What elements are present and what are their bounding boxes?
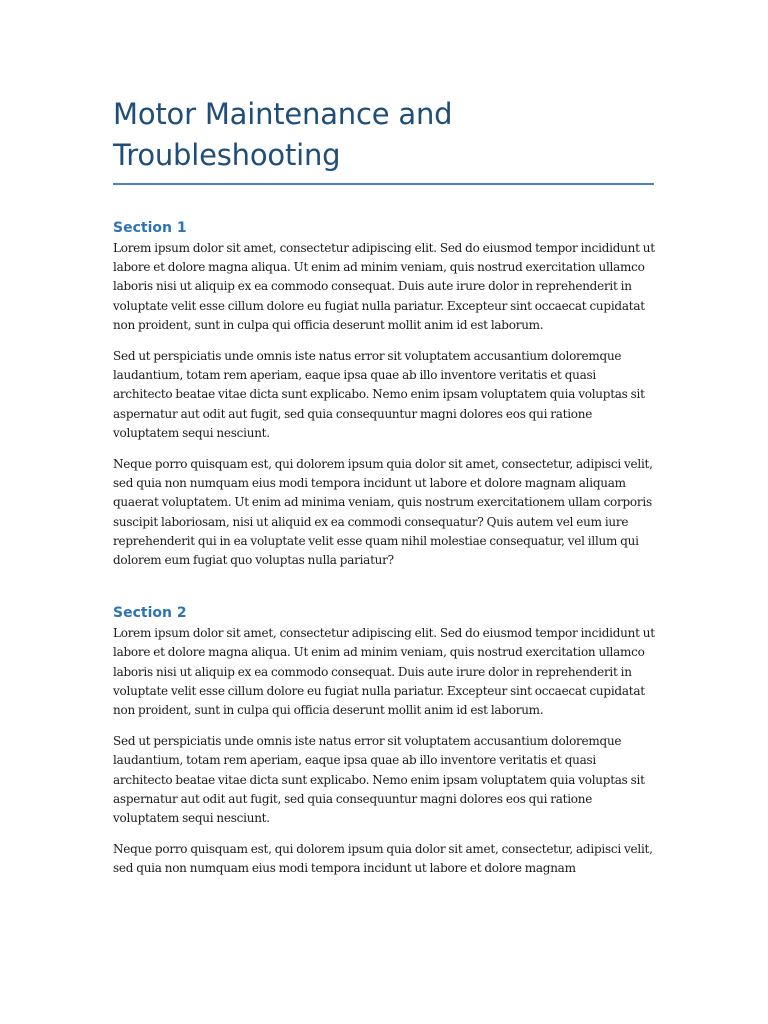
section-1 — [113, 219, 655, 570]
paragraph: Lorem ipsum dolor sit amet, consectetur adipiscing elit. Sed do eiusmod tempor incididunt ut labore et dolore magna aliqua. Ut enim ad minim veniam, quis nostrud exercitation ullamco laboris nisi ut aliquip ex ea commodo consequat. Duis aute irure dolor in reprehenderit in voluptate velit esse cillum dolore eu fugiat nulla pariatur. Excepteur sint occaecat cupidatat non proident, sunt in culpa qui officia deserunt mollit anim id est laborum. — [113, 626, 655, 718]
document-page — [113, 94, 655, 891]
paragraph: Sed ut perspiciatis unde omnis iste natus error sit voluptatem accusantium doloremque laudantium, totam rem aperiam, eaque ipsa quae ab illo inventore veritatis et quasi architecto beatae vitae dicta sunt explicabo. Nemo enim ipsam voluptatem quia voluptas sit aspernatur aut odit aut fugit, sed quia consequuntur magni dolores eos qui ratione voluptatem sequi nesciunt. — [113, 734, 645, 826]
paragraph: Sed ut perspiciatis unde omnis iste natus error sit voluptatem accusantium doloremque laudantium, totam rem aperiam, eaque ipsa quae ab illo inventore veritatis et quasi architecto beatae vitae dicta sunt explicabo. Nemo enim ipsam voluptatem quia voluptas sit aspernatur aut odit aut fugit, sed quia consequuntur magni dolores eos qui ratione voluptatem sequi nesciunt. — [113, 349, 645, 440]
section-2 — [113, 604, 655, 878]
paragraph: Lorem ipsum dolor sit amet, consectetur adipiscing elit. Sed do eiusmod tempor incididunt ut labore et dolore magna aliqua. Ut enim ad minim veniam, quis nostrud exercitation ullamco laboris nisi ut aliquip ex ea commodo consequat. Duis aute irure dolor in reprehenderit in voluptate velit esse cillum dolore eu fugiat nulla pariatur. Excepteur sint occaecat cupidatat non proident, sunt in culpa qui officia deserunt mollit anim id est laborum. — [113, 241, 655, 332]
section-heading: Section 1 — [113, 220, 187, 236]
paragraph: Neque porro quisquam est, qui dolorem ipsum quia dolor sit amet, consectetur, adipisci velit, sed quia non numquam eius modi tempora incidunt ut labore et dolore magnam aliquam quaerat voluptatem. Ut enim ad minima veniam, quis nostrum exercitationem ullam corporis suscipit laboriosam, nisi ut aliquid ex ea commodi consequatur? Quis autem vel eum iure reprehenderit qui in ea voluptate velit esse quam nihil molestiae consequatur, vel illum qui dolorem eum fugiat quo voluptas nulla pariatur? — [113, 457, 653, 568]
title-divider — [113, 183, 654, 185]
paragraph: Neque porro quisquam est, qui dolorem ipsum quia dolor sit amet, consectetur, adipisci velit, sed quia non numquam eius modi tempora incidunt ut labore et dolore magnam — [113, 842, 653, 876]
document-title: Motor Maintenance and Troubleshooting — [113, 97, 453, 172]
section-heading: Section 2 — [113, 605, 187, 622]
